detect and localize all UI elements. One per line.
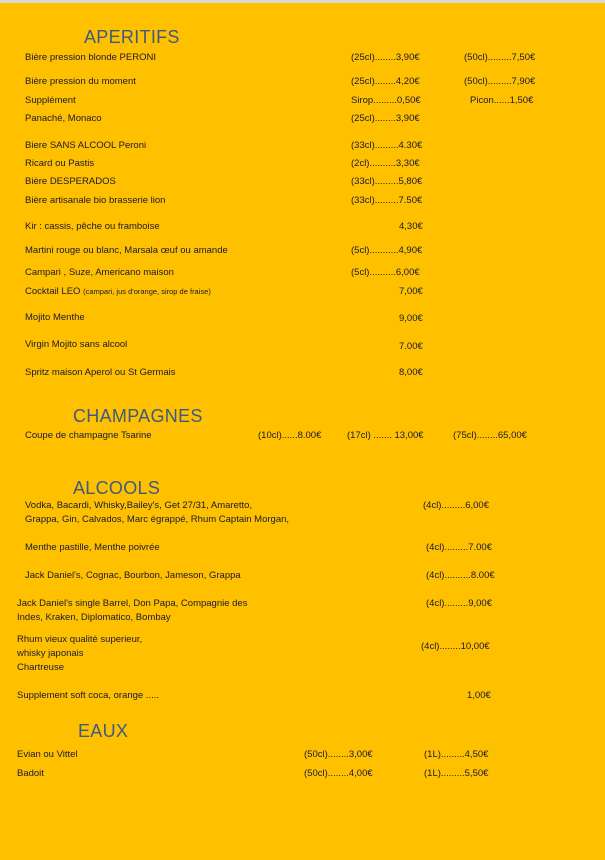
menu-item-name [25,286,211,298]
menu-item-name: Ricard ou Pastis [25,158,95,169]
menu-item-note: (campari, jus d'orange, sirop de fraise) [83,287,211,296]
menu-item-name: Jack Daniel's single Barrel, Don Papa, Compagnie des [17,598,248,609]
menu-item-price: (1L).........4,50€ [424,749,489,760]
menu-item-name: Bière DESPERADOS [25,176,116,187]
menu-item-price: Picon......1,50€ [470,95,534,106]
menu-item-price: (1L).........5,50€ [424,768,489,779]
menu-item-name: Campari , Suze, Americano maison [25,267,174,278]
menu-item-name: Martini rouge ou blanc, Marsala œuf ou amande [25,245,228,256]
menu-item-name: Vodka, Bacardi, Whisky,Bailey's, Get 27/31, Amaretto, [25,500,253,511]
menu-item-price: Sirop.........0,50€ [351,95,421,106]
section-title-eaux: EAUX [78,721,129,741]
menu-item-price: (4cl).........7.00€ [426,542,492,553]
menu-item-name: Kir : cassis, pêche ou framboise [25,221,160,232]
menu-item-price: (2cl)..........3,30€ [351,158,420,169]
menu-item-name: Jack Daniel's, Cognac, Bourbon, Jameson, Grappa [25,570,241,581]
menu-item-name: Menthe pastille, Menthe poivrée [25,542,160,553]
menu-item-name: Evian ou Vittel [17,749,78,760]
menu-item-price: (25cl)........3,90€ [351,113,420,124]
menu-item-price: (75cl)........65,00€ [453,430,527,441]
section-title-aperitifs: APERITIFS [84,27,180,47]
menu-item-price: (50cl).........7,50€ [464,52,536,63]
menu-item-name: Bière artisanale bio brasserie lion [25,195,166,206]
menu-item-price: (4cl)..........8.00€ [426,570,495,581]
menu-item-name: Virgin Mojito sans alcool [25,339,128,350]
menu-item-price: (33cl).........5,80€ [351,176,423,187]
menu-item-price: (50cl).........7,90€ [464,76,536,87]
menu-item-price: (5cl)..........6,00€ [351,267,420,278]
page-top-border [0,0,605,3]
menu-item-name: Spritz maison Aperol ou St Germais [25,367,176,378]
menu-item-name: Supplément [25,95,76,106]
menu-item-price: (10cl)......8.00€ [258,430,322,441]
section-title-champagnes: CHAMPAGNES [73,406,203,426]
menu-item-name: Chartreuse [17,662,64,673]
menu-item-name: whisky japonais [17,648,84,659]
menu-item-price: 7,00€ [399,286,423,297]
menu-item-name: Mojito Menthe [25,312,85,323]
menu-item-name: Panaché, Monaco [25,113,102,124]
menu-item-name: Grappa, Gin, Calvados, Marc égrappé, Rhum Captain Morgan, [25,514,290,525]
menu-item-name: Indes, Kraken, Diplomatico, Bombay [17,612,171,623]
menu-item-price: (33cl).........7.50€ [351,195,423,206]
menu-item-price: 8,00€ [399,367,423,378]
menu-item-name: Rhum vieux qualité superieur, [17,634,143,645]
menu-item-price: 7.00€ [399,341,423,352]
menu-item-price: (50cl)........3,00€ [304,749,373,760]
menu-item-price: (4cl).........9,00€ [426,598,492,609]
menu-item-name: Coupe de champagne Tsarine [25,430,152,441]
menu-item-price: (5cl)...........4,90€ [351,245,423,256]
menu-item-price: (25cl)........4,20€ [351,76,420,87]
section-title-alcools: ALCOOLS [73,478,161,498]
menu-item-price: 4,30€ [399,221,423,232]
menu-item-name: Supplement soft coca, orange ..... [17,690,160,701]
menu-item-name: Badoit [17,768,44,779]
menu-item-price: (17cl) ....... 13,00€ [347,430,424,441]
menu-item-name: Bière pression blonde PERONI [25,52,156,63]
menu-item-price: (25cl)........3,90€ [351,52,420,63]
menu-item-price: (50cl)........4,00€ [304,768,373,779]
menu-item-name: Bière pression du moment [25,76,136,87]
menu-item-price: 9,00€ [399,313,423,324]
menu-item-price: (33cl).........4.30€ [351,140,423,151]
menu-item-name: Biere SANS ALCOOL Peroni [25,140,147,151]
menu-item-price: 1,00€ [467,690,491,701]
menu-item-price: (4cl)........10,00€ [421,641,490,652]
menu-item-price: (4cl).........6,00€ [423,500,489,511]
menu-item-label: Cocktail LEO [25,286,81,297]
